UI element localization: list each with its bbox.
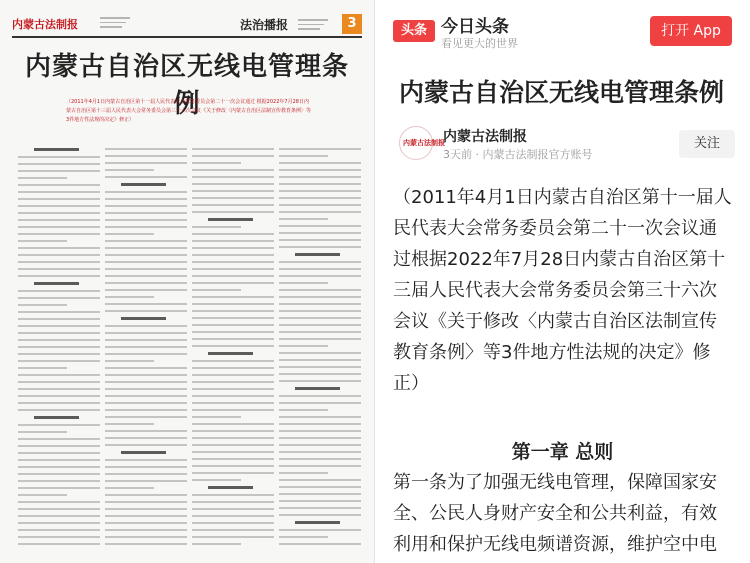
newspaper-text-line	[18, 374, 100, 376]
newspaper-text-line	[279, 218, 328, 220]
newspaper-text-line	[105, 473, 187, 475]
newspaper-text-line	[208, 218, 253, 221]
avatar[interactable]	[399, 126, 445, 160]
newspaper-text-line	[105, 339, 187, 341]
newspaper-text-line	[105, 310, 187, 312]
newspaper-text-line	[279, 514, 361, 516]
newspaper-text-line	[279, 148, 361, 150]
newspaper-text-line	[279, 430, 361, 432]
newspaper-column	[279, 148, 361, 548]
newspaper-text-line	[105, 416, 187, 418]
newspaper-text-line	[279, 282, 328, 284]
newspaper-text-line	[192, 402, 274, 404]
author-bar	[399, 124, 735, 166]
newspaper-text-line	[105, 353, 187, 355]
newspaper-text-line	[192, 416, 241, 418]
newspaper-text-line	[192, 310, 274, 312]
newspaper-text-line	[105, 226, 187, 228]
newspaper-text-line	[192, 226, 241, 228]
newspaper-text-line	[192, 536, 274, 538]
newspaper-text-line	[192, 268, 274, 270]
open-app-button[interactable]: 打开 App	[650, 16, 732, 46]
newspaper-body-columns	[18, 148, 360, 548]
newspaper-text-line	[279, 176, 361, 178]
newspaper-text-line	[279, 437, 361, 439]
brand-slogan: 看见更大的世界	[441, 37, 518, 50]
newspaper-meta-mark	[100, 17, 130, 31]
newspaper-text-line	[192, 338, 274, 340]
newspaper-text-line	[192, 176, 274, 178]
article-page	[375, 0, 750, 563]
newspaper-text-line	[279, 486, 361, 488]
newspaper-text-line	[192, 529, 274, 531]
article-paragraph: 第一条为了加强无线电管理，保障国家安全、公民人身财产安全和公共利益，有效利用和保护无线电频谱资源，维护空中电	[393, 472, 717, 555]
newspaper-text-line	[18, 543, 100, 545]
newspaper-text-line	[18, 311, 100, 313]
newspaper-text-line	[18, 480, 100, 482]
newspaper-text-line	[279, 451, 361, 453]
newspaper-text-line	[18, 452, 100, 454]
newspaper-text-line	[18, 318, 100, 320]
brand-name: 今日头条	[441, 17, 509, 37]
newspaper-text-line	[105, 360, 154, 362]
newspaper-text-line	[18, 409, 100, 411]
newspaper-text-line	[279, 345, 328, 347]
newspaper-text-line	[18, 275, 100, 277]
newspaper-text-line	[18, 205, 100, 207]
newspaper-text-line	[192, 374, 274, 376]
newspaper-text-line	[279, 529, 361, 531]
article-title: 内蒙古自治区无线电管理条例	[399, 78, 725, 107]
newspaper-text-line	[279, 500, 361, 502]
newspaper-text-line	[105, 261, 187, 263]
newspaper-text-line	[105, 346, 187, 348]
newspaper-text-line	[279, 507, 361, 509]
newspaper-text-line	[279, 395, 361, 397]
newspaper-text-line	[18, 170, 100, 172]
newspaper-text-line	[192, 458, 274, 460]
newspaper-text-line	[18, 212, 100, 214]
newspaper-text-line	[18, 501, 100, 503]
newspaper-text-line	[279, 162, 361, 164]
newspaper-text-line	[105, 508, 187, 510]
newspaper-text-line	[192, 296, 274, 298]
newspaper-text-line	[279, 197, 361, 199]
newspaper-text-line	[18, 515, 100, 517]
newspaper-text-line	[105, 480, 187, 482]
newspaper-text-line	[18, 424, 100, 426]
newspaper-text-line	[18, 198, 100, 200]
newspaper-text-line	[105, 409, 187, 411]
newspaper-text-line	[18, 297, 100, 299]
follow-button[interactable]: 关注	[679, 130, 735, 158]
newspaper-text-line	[192, 409, 274, 411]
newspaper-text-line	[105, 529, 187, 531]
newspaper-text-line	[192, 197, 274, 199]
newspaper-text-line	[192, 501, 274, 503]
newspaper-text-line	[105, 176, 187, 178]
newspaper-text-line	[105, 289, 187, 291]
newspaper-text-line	[105, 543, 187, 545]
newspaper-text-line	[192, 437, 274, 439]
newspaper-text-line	[192, 508, 274, 510]
newspaper-text-line	[18, 459, 100, 461]
newspaper-text-line	[18, 177, 67, 179]
newspaper-text-line	[279, 303, 361, 305]
newspaper-text-line	[192, 204, 274, 206]
newspaper-text-line	[279, 225, 361, 227]
newspaper-text-line	[105, 487, 154, 489]
newspaper-text-line	[295, 253, 340, 256]
newspaper-text-line	[18, 360, 100, 362]
newspaper-text-line	[18, 473, 100, 475]
newspaper-text-line	[279, 444, 361, 446]
newspaper-text-line	[192, 324, 274, 326]
newspaper-text-line	[105, 205, 187, 207]
newspaper-text-line	[105, 275, 187, 277]
newspaper-text-line	[105, 402, 187, 404]
newspaper-text-line	[279, 409, 328, 411]
newspaper-text-line	[279, 289, 361, 291]
newspaper-text-line	[192, 261, 274, 263]
newspaper-text-line	[105, 162, 187, 164]
newspaper-section: 法治播报	[240, 18, 289, 32]
newspaper-text-line	[279, 458, 361, 460]
newspaper-text-line	[279, 155, 328, 157]
newspaper-text-line	[18, 395, 100, 397]
newspaper-text-line	[18, 219, 100, 221]
newspaper-text-line	[105, 169, 154, 171]
newspaper-text-line	[192, 430, 274, 432]
newspaper-text-line	[192, 254, 274, 256]
newspaper-text-line	[192, 247, 274, 249]
newspaper-text-line	[105, 155, 187, 157]
newspaper-meta-line	[298, 24, 324, 26]
article-preface: （2011年4月1日内蒙古自治区第十一届人民代表大会常务委员会第二十一次会议通过根据2022年7月28日内蒙古自治区第十三届人民代表大会常务委员会第三十六次会议《关于修改〈内蒙古自治区法制宣传教育条例〉等3件地方性法规的决定》修正）	[393, 187, 732, 394]
newspaper-text-line	[192, 465, 274, 467]
newspaper-text-line	[121, 451, 166, 454]
newspaper-text-line	[192, 211, 274, 213]
newspaper-text-line	[192, 479, 241, 481]
newspaper-text-line	[105, 268, 187, 270]
newspaper-text-line	[105, 219, 187, 221]
newspaper-text-line	[18, 536, 100, 538]
newspaper-text-line	[279, 204, 361, 206]
newspaper-text-line	[18, 191, 100, 193]
newspaper-text-line	[279, 543, 361, 545]
top-bar	[375, 0, 750, 56]
newspaper-text-line	[279, 536, 328, 538]
newspaper-text-line	[105, 522, 187, 524]
newspaper-text-line	[208, 486, 253, 489]
newspaper-text-line	[192, 169, 274, 171]
author-meta: 3天前 · 内蒙古法制报官方账号	[443, 148, 593, 161]
newspaper-text-line	[192, 345, 274, 347]
newspaper-text-line	[18, 494, 67, 496]
newspaper-text-line	[18, 226, 100, 228]
newspaper-text-line	[192, 282, 274, 284]
author-name[interactable]: 内蒙古法制报	[443, 129, 527, 145]
newspaper-text-line	[192, 289, 241, 291]
newspaper-text-line	[18, 466, 100, 468]
newspaper-text-line	[192, 317, 274, 319]
newspaper-text-line	[105, 247, 187, 249]
newspaper-text-line	[279, 472, 328, 474]
newspaper-column	[192, 148, 274, 548]
newspaper-text-line	[295, 521, 340, 524]
newspaper-preface: （2011年4月1日内蒙古自治区第十一届人民代表大会常务委员会第二十一次会议通过 根据2022年7月28日内蒙古自治区第十三届人民代表大会常务委员会第三十六次会议《关于修改〈内蒙古自治区法制宣传教育条例〉等3件地方性法规的决定》修正）	[66, 99, 312, 123]
newspaper-title: 内蒙古自治区无线电管理条例	[24, 52, 349, 119]
newspaper-text-line	[105, 325, 187, 327]
newspaper-column	[18, 148, 100, 548]
newspaper-text-line	[192, 275, 274, 277]
newspaper-text-line	[18, 438, 100, 440]
newspaper-text-line	[18, 522, 100, 524]
newspaper-meta-line	[298, 19, 328, 21]
newspaper-text-line	[105, 459, 187, 461]
newspaper-text-line	[105, 282, 187, 284]
newspaper-date-mark	[298, 19, 338, 33]
newspaper-meta-line	[298, 28, 320, 30]
newspaper-text-line	[279, 275, 361, 277]
newspaper-text-line	[18, 346, 100, 348]
newspaper-text-line	[105, 466, 187, 468]
newspaper-text-line	[208, 352, 253, 355]
newspaper-text-line	[192, 388, 274, 390]
newspaper-text-line	[279, 232, 361, 234]
newspaper-masthead	[12, 14, 362, 38]
newspaper-text-line	[279, 402, 361, 404]
newspaper-text-line	[192, 303, 274, 305]
newspaper-text-line	[105, 494, 187, 496]
newspaper-text-line	[192, 515, 274, 517]
newspaper-text-line	[18, 268, 100, 270]
newspaper-text-line	[279, 416, 361, 418]
newspaper-text-line	[279, 366, 361, 368]
newspaper-text-line	[192, 522, 274, 524]
newspaper-text-line	[192, 444, 274, 446]
newspaper-text-line	[279, 423, 361, 425]
newspaper-text-line	[192, 190, 274, 192]
newspaper-column	[105, 148, 187, 548]
newspaper-text-line	[279, 352, 361, 354]
newspaper-text-line	[279, 261, 361, 263]
newspaper-text-line	[105, 395, 187, 397]
newspaper-text-line	[279, 331, 361, 333]
newspaper-text-line	[279, 493, 361, 495]
newspaper-text-line	[18, 431, 67, 433]
newspaper-text-line	[279, 479, 361, 481]
newspaper-text-line	[18, 332, 100, 334]
newspaper-text-line	[105, 240, 187, 242]
newspaper-text-line	[18, 247, 100, 249]
newspaper-text-line	[18, 184, 100, 186]
newspaper-text-line	[105, 430, 187, 432]
newspaper-text-line	[18, 367, 67, 369]
newspaper-text-line	[279, 324, 361, 326]
newspaper-text-line	[121, 183, 166, 186]
newspaper-text-line	[105, 233, 154, 235]
newspaper-text-line	[192, 381, 274, 383]
newspaper-text-line	[279, 296, 361, 298]
newspaper-text-line	[121, 317, 166, 320]
newspaper-text-line	[105, 423, 154, 425]
newspaper-text-line	[18, 233, 100, 235]
newspaper-text-line	[18, 529, 100, 531]
toutiao-logo-icon[interactable]: 头条	[393, 20, 435, 42]
newspaper-text-line	[192, 360, 274, 362]
newspaper-logo: 内蒙古法制报	[12, 18, 78, 31]
newspaper-text-line	[105, 254, 187, 256]
avatar-logo-text: 内蒙古法制报	[403, 139, 445, 147]
newspaper-text-line	[18, 388, 100, 390]
newspaper-text-line	[192, 543, 241, 545]
newspaper-text-line	[18, 156, 100, 158]
newspaper-text-line	[34, 282, 79, 285]
newspaper-text-line	[34, 148, 79, 151]
chapter-heading: 第一章 总则	[511, 441, 614, 463]
newspaper-text-line	[279, 169, 361, 171]
newspaper-text-line	[105, 303, 187, 305]
newspaper-text-line	[18, 163, 100, 165]
newspaper-text-line	[192, 233, 274, 235]
newspaper-text-line	[279, 338, 361, 340]
newspaper-meta-line	[100, 22, 126, 24]
newspaper-text-line	[18, 353, 100, 355]
newspaper-text-line	[18, 290, 100, 292]
newspaper-text-line	[192, 155, 274, 157]
newspaper-text-line	[18, 402, 100, 404]
newspaper-text-line	[192, 472, 274, 474]
newspaper-text-line	[18, 261, 100, 263]
newspaper-text-line	[105, 381, 187, 383]
newspaper-text-line	[192, 240, 274, 242]
newspaper-text-line	[192, 331, 274, 333]
newspaper-text-line	[279, 317, 361, 319]
newspaper-text-line	[18, 304, 67, 306]
newspaper-text-line	[295, 387, 340, 390]
newspaper-text-line	[18, 254, 100, 256]
newspaper-text-line	[279, 465, 361, 467]
newspaper-text-line	[192, 367, 274, 369]
newspaper-text-line	[105, 191, 187, 193]
newspaper-text-line	[18, 339, 100, 341]
newspaper-text-line	[192, 148, 274, 150]
newspaper-text-line	[18, 445, 100, 447]
newspaper-text-line	[18, 325, 100, 327]
newspaper-page-number: 3	[342, 14, 362, 34]
newspaper-text-line	[279, 373, 361, 375]
newspaper-text-line	[192, 162, 241, 164]
newspaper-text-line	[34, 416, 79, 419]
newspaper-text-line	[279, 380, 361, 382]
newspaper-text-line	[105, 212, 187, 214]
newspaper-text-line	[192, 494, 274, 496]
newspaper-text-line	[279, 211, 361, 213]
newspaper-text-line	[18, 381, 100, 383]
newspaper-text-line	[18, 240, 67, 242]
newspaper-text-line	[105, 374, 187, 376]
newspaper-meta-line	[100, 26, 122, 28]
newspaper-text-line	[279, 246, 361, 248]
newspaper-text-line	[105, 444, 187, 446]
newspaper-text-line	[105, 536, 187, 538]
newspaper-text-line	[105, 515, 187, 517]
newspaper-meta-line	[100, 17, 130, 19]
newspaper-text-line	[105, 437, 187, 439]
newspaper-text-line	[279, 359, 361, 361]
newspaper-text-line	[279, 183, 361, 185]
newspaper-text-line	[279, 268, 361, 270]
newspaper-text-line	[105, 367, 187, 369]
newspaper-text-line	[279, 310, 361, 312]
newspaper-text-line	[105, 501, 187, 503]
newspaper-text-line	[105, 296, 154, 298]
newspaper-text-line	[18, 508, 100, 510]
newspaper-text-line	[192, 423, 274, 425]
newspaper-text-line	[18, 487, 100, 489]
newspaper-text-line	[192, 451, 274, 453]
newspaper-text-line	[105, 198, 187, 200]
newspaper-text-line	[192, 183, 274, 185]
newspaper-text-line	[105, 388, 187, 390]
newspaper-text-line	[279, 190, 361, 192]
newspaper-text-line	[105, 148, 187, 150]
newspaper-text-line	[105, 332, 187, 334]
newspaper-text-line	[279, 239, 361, 241]
newspaper-text-line	[192, 395, 274, 397]
